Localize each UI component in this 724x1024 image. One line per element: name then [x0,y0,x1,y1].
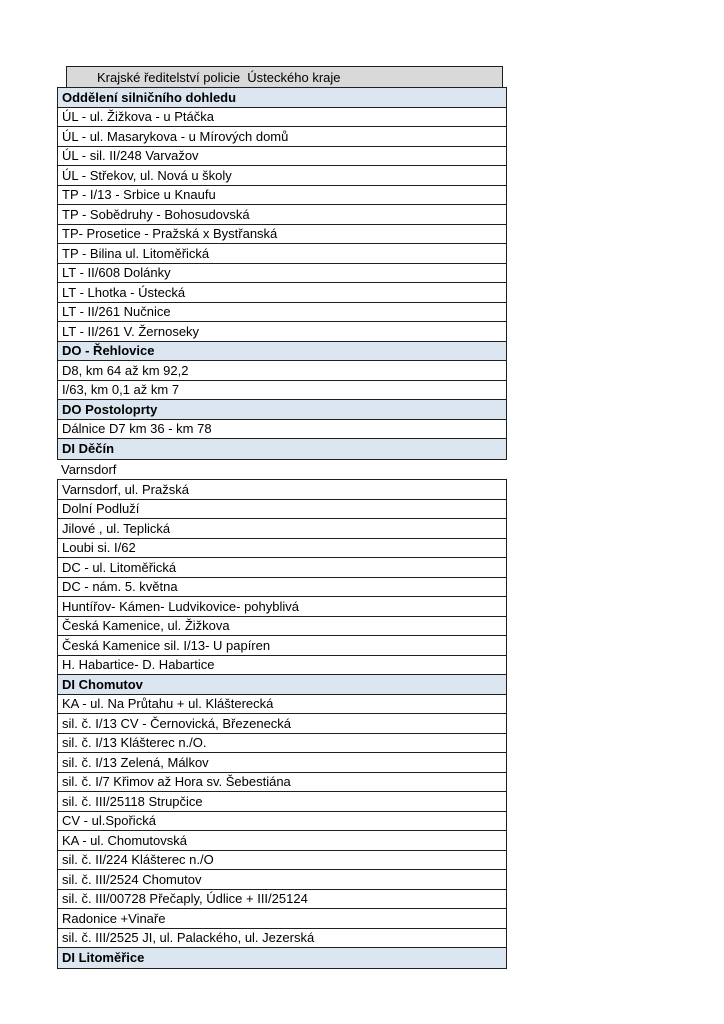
location-row: Česká Kamenice sil. I/13- U papíren [58,636,506,656]
location-row: sil. č. III/2525 JI, ul. Palackého, ul. Jezerská [58,929,506,949]
location-row: Loubi si. I/62 [58,539,506,559]
location-row: Dálnice D7 km 36 - km 78 [58,420,506,440]
location-row: I/63, km 0,1 až km 7 [58,381,506,401]
section-header-row: DO - Řehlovice [58,342,506,362]
location-row: sil. č. I/7 Křimov až Hora sv. Šebestiána [58,773,506,793]
location-row: Varnsdorf [61,461,117,477]
location-row: DC - nám. 5. května [58,578,506,598]
location-row: sil. č. I/13 Klášterec n./O. [58,734,506,754]
location-row: ÚL - ul. Masarykova - u Mírových domů [58,127,506,147]
table-blocks [57,87,507,969]
location-row: sil. č. I/13 CV - Černovická, Březenecká [58,714,506,734]
section-header-row: DI Chomutov [58,675,506,695]
location-row: TP - Bilina ul. Litoměřická [58,244,506,264]
location-row: ÚL - Střekov, ul. Nová u školy [58,166,506,186]
location-row: LT - II/261 Nučnice [58,303,506,323]
section-header-row: DI Litoměřice [58,948,506,968]
location-row: CV - ul.Spořická [58,812,506,832]
location-row: ÚL - ul. Žižkova - u Ptáčka [58,108,506,128]
location-row: Česká Kamenice, ul. Žižkova [58,617,506,637]
location-row: sil. č. I/13 Zelená, Málkov [58,753,506,773]
location-row: sil. č. II/224 Klášterec n./O [58,851,506,871]
table-plain-block [57,460,507,480]
section-header-row: Oddělení silničního dohledu [58,88,506,108]
location-row: ÚL - sil. II/248 Varvažov [58,147,506,167]
location-row: sil. č. III/2524 Chomutov [58,870,506,890]
location-row: H. Habartice- D. Habartice [58,656,506,676]
report-title: Krajské ředitelství policie Ústeckého kraje [66,66,503,87]
location-row: LT - Lhotka - Ústecká [58,283,506,303]
location-row: D8, km 64 až km 92,2 [58,361,506,381]
location-row: Varnsdorf, ul. Pražská [58,480,506,500]
location-row: LT - II/261 V. Žernoseky [58,322,506,342]
location-row: TP- Prosetice - Pražská x Bystřanská [58,225,506,245]
location-row: Radonice +Vinaře [58,909,506,929]
location-row: LT - II/608 Dolánky [58,264,506,284]
table-block [57,479,507,969]
section-header-row: DO Postoloprty [58,400,506,420]
table-block [57,87,507,460]
location-row: Huntířov- Kámen- Ludvikovice- pohyblivá [58,597,506,617]
location-row: Dolní Podluží [58,500,506,520]
location-row: sil. č. III/25118 Strupčice [58,792,506,812]
location-row: KA - ul. Na Průtahu + ul. Klášterecká [58,695,506,715]
location-row: DC - ul. Litoměřická [58,558,506,578]
location-row: TP - I/13 - Srbice u Knaufu [58,186,506,206]
locations-table [57,66,507,969]
location-row: Jilové , ul. Teplická [58,519,506,539]
location-row: TP - Sobědruhy - Bohosudovská [58,205,506,225]
location-row: KA - ul. Chomutovská [58,831,506,851]
section-header-row: DI Děčín [58,439,506,459]
location-row: sil. č. III/00728 Přečaply, Údlice + III/25124 [58,890,506,910]
